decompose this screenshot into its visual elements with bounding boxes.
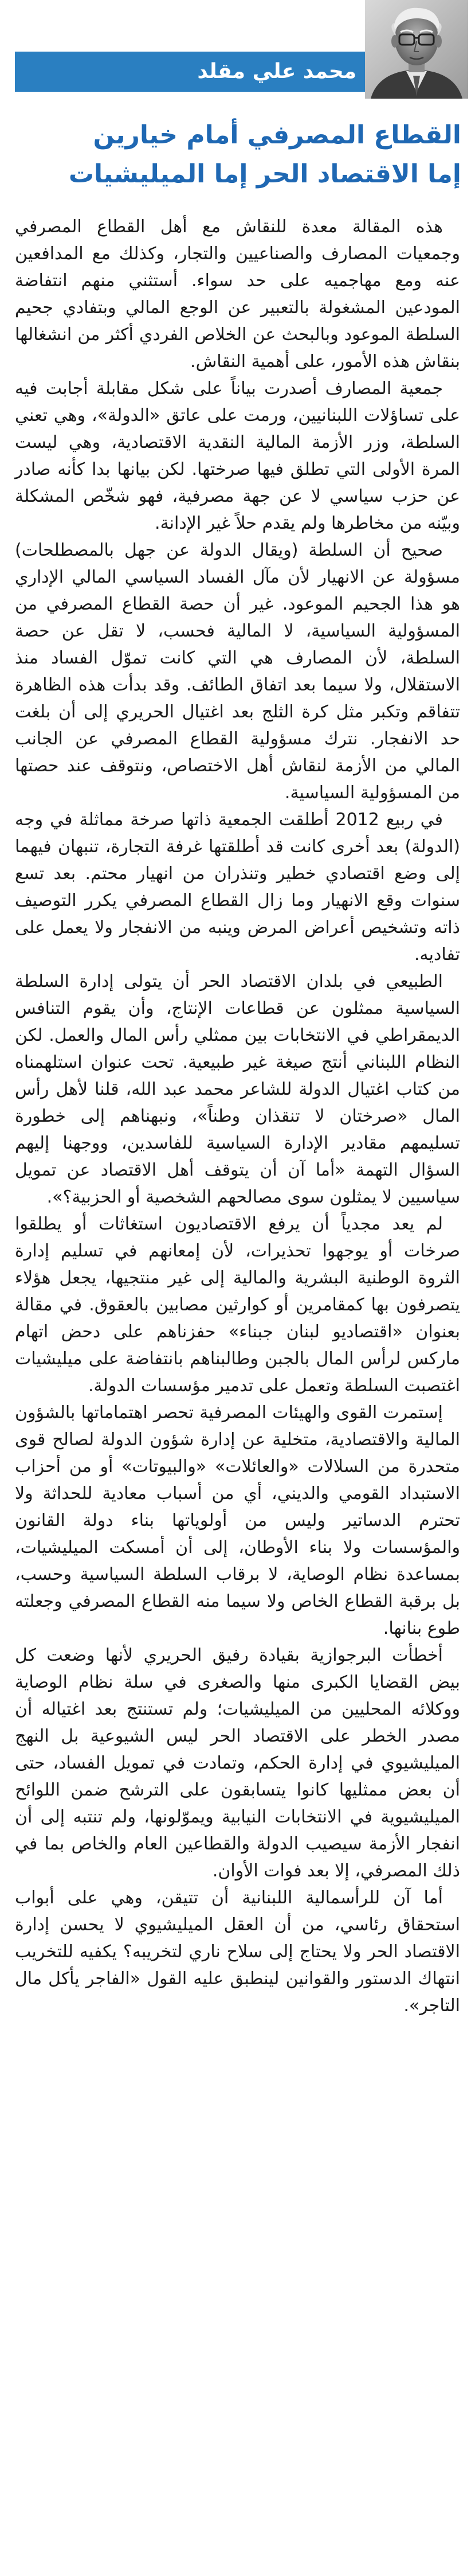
author-photo	[365, 0, 468, 99]
title-line-2: إما الاقتصاد الحر إما الميليشيات	[68, 159, 461, 189]
author-banner	[15, 52, 371, 92]
paragraph-4: في ربيع 2012 أطلقت الجمعية ذاتها صرخة مماثلة في وجه (الدولة) بعد أخرى كانت قد أطلقتها غرفة التجارة، تنبهان فيهما إلى وضع اقتصادي خطير وتنذران من انهيار محتم. بعد تسع سنوات وقع الانهيار وما زال القطاع المصرفي يكرر التوصيف ذاته وتشخيص أعراض المرض وينبه من الانفجار ولا يعمل على تفاديه.	[15, 810, 460, 965]
paragraph-7: إستمرت القوى والهيئات المصرفية تحصر اهتماماتها بالشؤون المالية والاقتصادية، متخلية عن إدارة شؤون الدولة لصالح قوى متحدرة من السلالات «والعائلات» «والبيوتات» أو من أحزاب الاستبداد القومي والديني، أي من أسباب معادية للحداثة ولا تحترم الدساتير وليس من أولوياتها بناء دولة القانون والمؤسسات ولا بناء الأوطان، إلى أن أمسكت الميليشيات، بمساعدة نظام الوصاية، لا برقاب السلطة السياسية وحسب، بل برقبة القطاع الخاص ولا سيما منه القطاع المصرفي وجعلته طوع بنانها.	[15, 1403, 460, 1638]
paragraph-9: أما آن للرأسمالية اللبنانية أن تتيقن، وهي على أبواب استحقاق رئاسي، من أن العقل الميليشيوي لا يحسن إدارة الاقتصاد الحر ولا يحتاج إلى سلاح ناري لتخريبه؟ يكفيه للتخريب انتهاك الدستور والقوانين لينطبق عليه القول «الفاجر يأكل مال التاجر».	[15, 1888, 460, 2016]
paragraph-3: صحيح أن السلطة (ويقال الدولة عن جهل بالمصطلحات) مسؤولة عن الانهيار لأن مآل الفساد السياسي المالي الإداري هو هذا الجحيم الموعود. غير أن حصة القطاع المصرفي من المسؤولية السياسية، لا المالية فحسب، لا تقل عن حصة السلطة، لأن المصارف هي التي كانت تموّل الفساد منذ الاستقلال، ولا سيما بعد اتفاق الطائف. وقد بدأت هذه الظاهرة تتفاقم وتكبر مثل كرة الثلج بعد اغتيال الحريري إلى أن بلغت حد الانفجار. نترك مسؤولية القطاع المصرفي عن الجانب المالي من الأزمة لنقاش أهل الاختصاص، ونتوقف عند حصتها من المسؤولية السياسية.	[15, 540, 460, 803]
column-header	[0, 0, 475, 103]
paragraph-8: أخطأت البرجوازية بقيادة رفيق الحريري لأنها وضعت كل بيض القضايا الكبرى منها والصغرى في سلة نظام الوصاية ووكلائه المحليين من الميليشيات؛ ولم تستنتج بعد اغتياله أن مصدر الخطر على الاقتصاد الحر ليس الشيوعية بل النهج الميليشيوي في إدارة الحكم، وتمادت في تمويل الفساد، حتى أن بعض ممثليها كانوا يتسابقون على الترشح ضمن اللوائح الميليشيوية في الانتخابات النيابية ويموّلونها، ولم تنتبه إلى أن انفجار الأزمة سيصيب الدولة والقطاعين العام والخاص بما في ذلك المصرفي، إلا بعد فوات الأوان.	[15, 1645, 460, 1881]
paragraph-6: لم يعد مجدياً أن يرفع الاقتصاديون استغاثات أو يطلقوا صرخات أو يوجهوا تحذيرات، لأن إمعانهم في تسليم إدارة الثروة الوطنية البشرية والمالية إلى غير منتجيها، يجعل هؤلاء يتصرفون بها كمقامرين أو كوارثين مصابين بالعقوق. في مقالة بعنوان «اقتصاديو لبنان جبناء» حفزناهم على دحض اتهام ماركس لرأس المال بالجبن وطالبناهم بانتفاضة على ميليشيات اغتصبت السلطة وتعمل على تدمير مؤسسات الدولة.	[15, 1214, 460, 1396]
paragraph-2: جمعية المصارف أصدرت بياناً على شكل مقابلة أجابت فيه على تساؤلات اللبنانيين، ورمت على عاتق «الدولة»، وهي تعني السلطة، وزر الأزمة المالية النقدية الاقتصادية، وهي ليست المرة الأولى التي تطلق فيها صرختها. لكن بيانها بدا كأنه صادر عن حزب سياسي لا عن جهة مصرفية، فهو شخّص المشكلة وبيّنه من مخاطرها ولم يقدم حلاً غير الإدانة.	[15, 378, 460, 533]
author-photo-icon	[365, 0, 468, 99]
title-line-1: القطاع المصرفي أمام خيارين	[93, 120, 461, 150]
article-title	[14, 116, 461, 194]
paragraph-1: هذه المقالة معدة للنقاش مع أهل القطاع المصرفي وجمعيات المصارف والصناعيين والتجار، وكذلك مع المدافعين عنه ومع مهاجميه على حد سواء. أستثني منهم انتفاضة المودعين المشغولة بالتعبير عن الوجع المالي وبتفادي جحيم السلطة الموعود وبالبحث عن الخلاص الفردي أكثر من انشغالها بنقاش هذه الأمور، على أهمية النقاش.	[15, 217, 460, 372]
paragraph-5: الطبيعي في بلدان الاقتصاد الحر أن يتولى إدارة السلطة السياسية ممثلون عن قطاعات الإنتاج، وأن يقوم التنافس الديمقراطي في الانتخابات بين ممثلي رأس المال والعمل. لكن النظام اللبناني أنتج صيغة غير طبيعية. تحت عنوان استلهمناه من كتاب اغتيال الدولة للشاعر محمد عبد الله، قلنا لأهل رأس المال «صرختان لا تنقذان وطناً»، ونبهناهم إلى خطورة تسليمهم مقادير الإدارة السياسية للفاسدين، ووجهنا إليهم السؤال التهمة «أما آن أن يتوقف أهل الاقتصاد عن تمويل سياسيين لا يمثلون سوى مصالحهم الشخصية أو الحزبية؟».	[15, 971, 460, 1207]
article-body	[15, 213, 460, 2019]
author-name: محمد علي مقلد	[197, 60, 356, 83]
